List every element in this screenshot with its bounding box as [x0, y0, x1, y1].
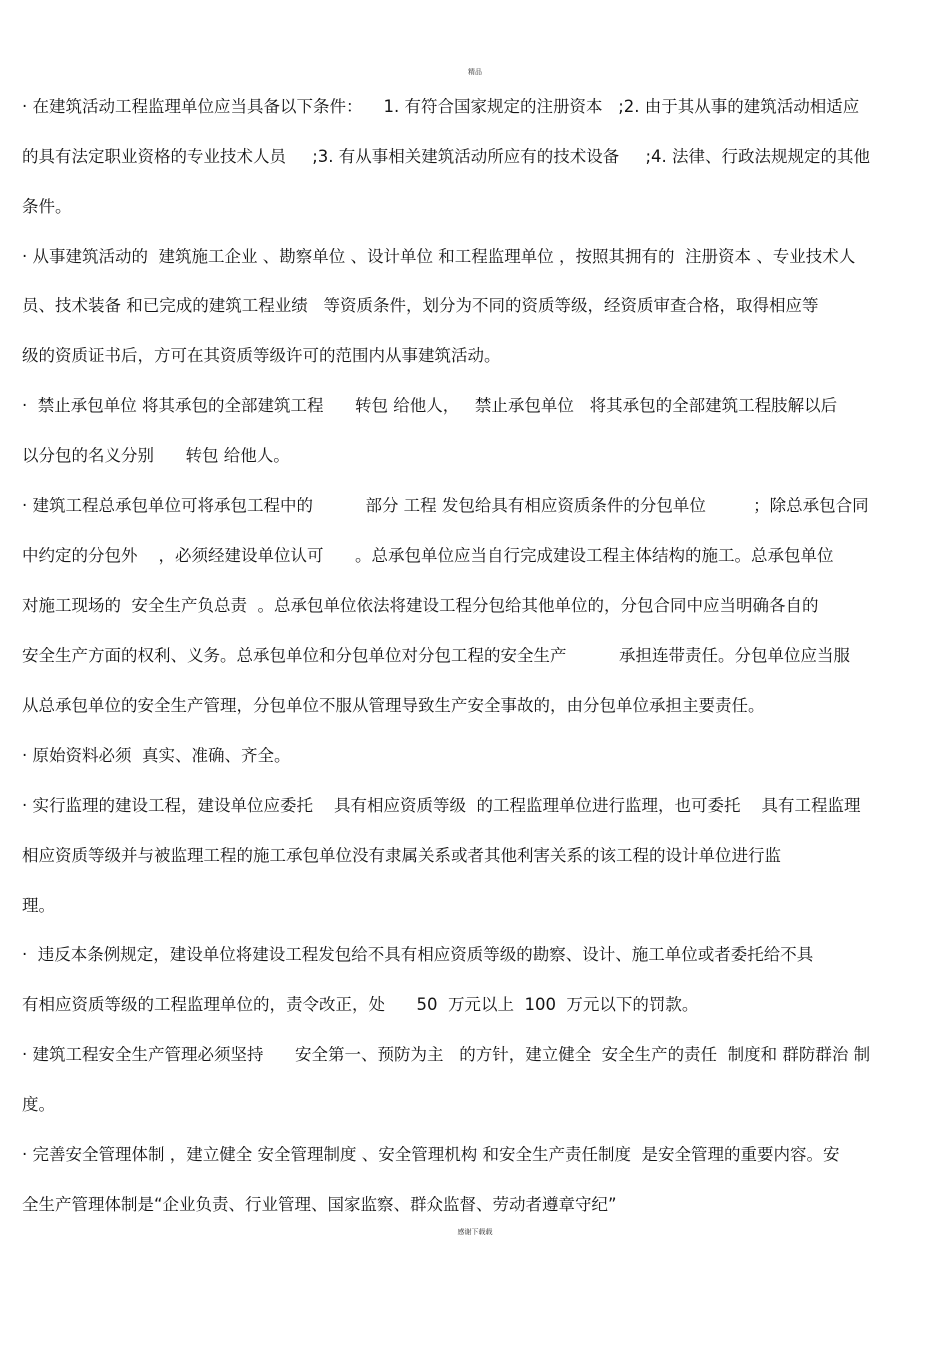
text-line: 条件。	[22, 197, 72, 216]
text-line: · 建筑工程安全生产管理必须坚持 安全第一、预防为主 的方针，建立健全 安全生产的责任 制度和 群防群治 制	[22, 1045, 871, 1064]
text-line: 员、技术装备 和已完成的建筑工程业绩 等资质条件，划分为不同的资质等级，经资质审查合格，取得相应等	[22, 296, 819, 315]
text-line: 的具有法定职业资格的专业技术人员 ;3. 有从事相关建筑活动所应有的技术设备 ;4. 法律、行政法规规定的其他	[22, 147, 871, 166]
text-line: · 违反本条例规定，建设单位将建设工程发包给不具有相应资质等级的勘察、设计、施工单位或者委托给不具	[22, 945, 814, 964]
text-line: · 在建筑活动工程监理单位应当具备以下条件： 1. 有符合国家规定的注册资本 ;2. 由于其从事的建筑活动相适应	[22, 97, 860, 116]
text-line: 对施工现场的 安全生产负总责 。总承包单位依法将建设工程分包给其他单位的，分包合同中应当明确各自的	[22, 596, 819, 615]
text-line: 级的资质证书后，方可在其资质等级许可的范围内从事建筑活动。	[22, 346, 501, 365]
text-line: · 完善安全管理体制 ，建立健全 安全管理制度 、安全管理机构 和安全生产责任制度 是安全管理的重要内容。安	[22, 1145, 840, 1164]
text-line: · 原始资料必须 真实、准确、齐全。	[22, 746, 291, 765]
text-line: 安全生产方面的权利、义务。总承包单位和分包单位对分包工程的安全生产 承担连带责任。分包单位应当服	[22, 646, 850, 665]
text-line: 理。	[22, 896, 55, 915]
text-line: 全生产管理体制是“企业负责、行业管理、国家监察、群众监督、劳动者遵章守纪”	[22, 1195, 617, 1214]
page-footer: 感谢下载载	[457, 1228, 493, 1236]
text-line: · 实行监理的建设工程，建设单位应委托 具有相应资质等级 的工程监理单位进行监理，也可委托 具有工程监理	[22, 796, 861, 815]
text-line: 中约定的分包外 ，必须经建设单位认可 。总承包单位应当自行完成建设工程主体结构的施工。总承包单位	[22, 546, 834, 565]
text-line: · 禁止承包单位 将其承包的全部建筑工程 转包 给他人， 禁止承包单位 将其承包的全部建筑工程肢解以后	[22, 396, 838, 415]
text-line: 有相应资质等级的工程监理单位的，责令改正，处 50 万元以上 100 万元以下的罚款。	[22, 995, 699, 1014]
text-line: 从总承包单位的安全生产管理，分包单位不服从管理导致生产安全事故的，由分包单位承担主要责任。	[22, 696, 765, 715]
text-line: 以分包的名义分别 转包 给他人。	[22, 446, 290, 465]
text-line: · 建筑工程总承包单位可将承包工程中的 部分 工程 发包给具有相应资质条件的分包单位 ；除总承包合同	[22, 496, 869, 515]
text-line: 相应资质等级并与被监理工程的施工承包单位没有隶属关系或者其他利害关系的该工程的设计单位进行监	[22, 846, 781, 865]
text-line: 度。	[22, 1095, 55, 1114]
page-header: 精品	[468, 68, 482, 76]
text-line: · 从事建筑活动的 建筑施工企业 、勘察单位 、设计单位 和工程监理单位 ，按照其拥有的 注册资本 、专业技术人	[22, 247, 856, 266]
